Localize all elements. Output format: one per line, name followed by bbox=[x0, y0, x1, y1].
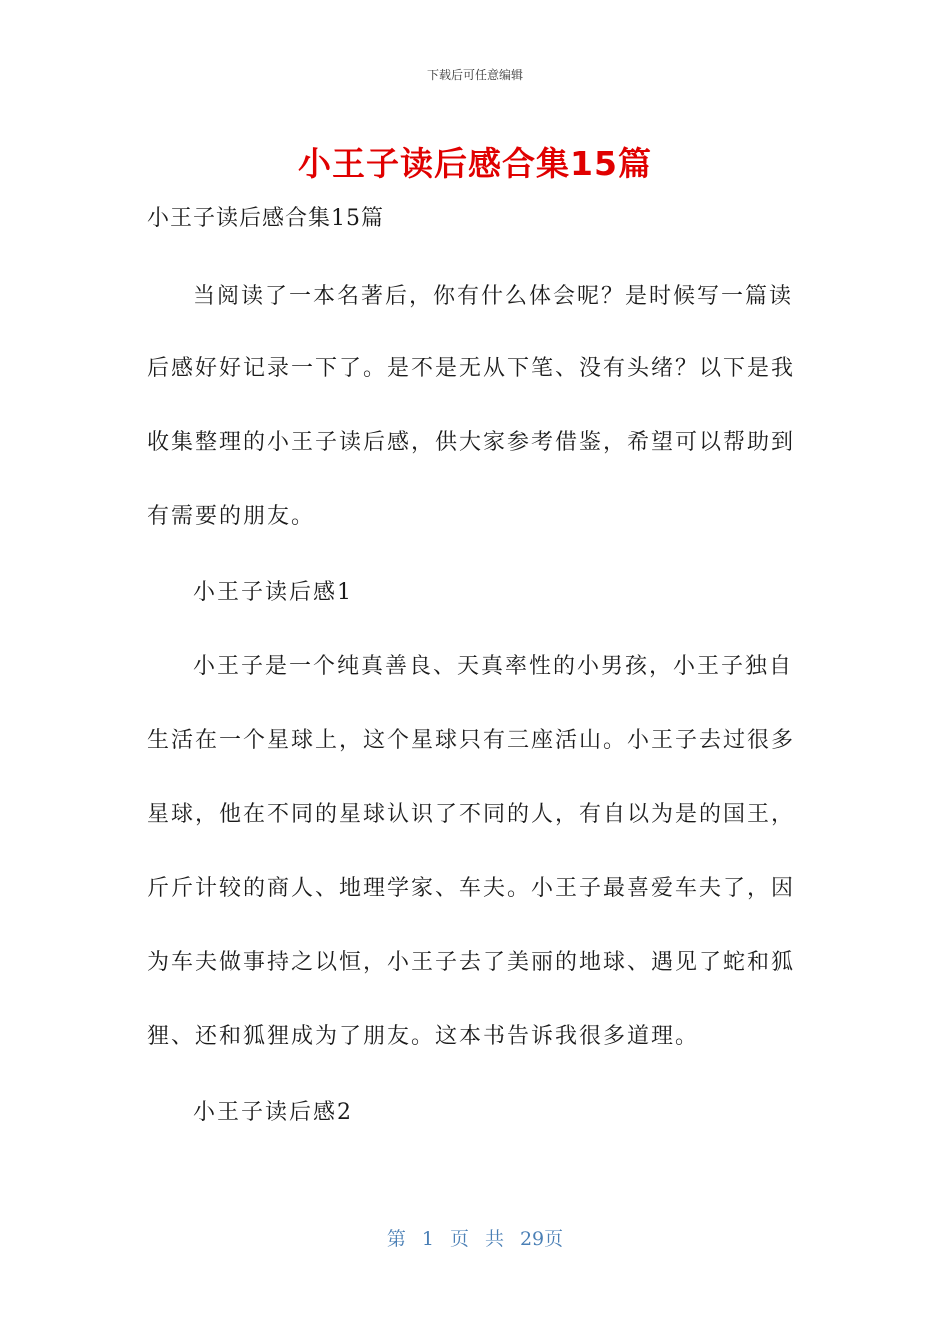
paragraph-line: 当阅读了一本名著后，你有什么体会呢？是时候写一篇读 bbox=[193, 284, 794, 309]
page-footer bbox=[0, 1224, 950, 1251]
paragraph-line: 小王子是一个纯真善良、天真率性的小男孩，小王子独自 bbox=[193, 654, 794, 679]
footer-ye: 页 bbox=[449, 1228, 469, 1250]
footer-di: 第 bbox=[386, 1228, 406, 1250]
document-title: 小王子读后感合集15篇 bbox=[298, 144, 652, 183]
section-heading: 小王子读后感1 bbox=[193, 580, 353, 605]
page-header-note: 下载后可任意编辑 bbox=[426, 68, 523, 82]
paragraph-line: 星球，他在不同的星球认识了不同的人，有自以为是的国王， bbox=[147, 802, 796, 827]
footer-gong: 共 bbox=[484, 1228, 504, 1250]
paragraph-line: 狸、还和狐狸成为了朋友。这本书告诉我很多道理。 bbox=[147, 1024, 700, 1049]
paragraph-line: 为车夫做事持之以恒，小王子去了美丽的地球、遇见了蛇和狐 bbox=[147, 950, 796, 975]
section-heading: 小王子读后感2 bbox=[193, 1100, 353, 1125]
paragraph-line: 斤斤计较的商人、地理学家、车夫。小王子最喜爱车夫了，因 bbox=[147, 876, 796, 901]
paragraph-line: 后感好好记录一下了。是不是无从下笔、没有头绪？以下是我 bbox=[147, 356, 796, 381]
paragraph-line: 收集整理的小王子读后感，供大家参考借鉴，希望可以帮助到 bbox=[147, 430, 796, 455]
document-subtitle: 小王子读后感合集15篇 bbox=[147, 206, 384, 231]
paragraph-line: 生活在一个星球上，这个星球只有三座活山。小王子去过很多 bbox=[147, 728, 796, 753]
paragraph-line: 有需要的朋友。 bbox=[147, 504, 316, 529]
footer-page-number: 1 bbox=[421, 1228, 434, 1250]
footer-total-pages: 29页 bbox=[519, 1228, 564, 1250]
